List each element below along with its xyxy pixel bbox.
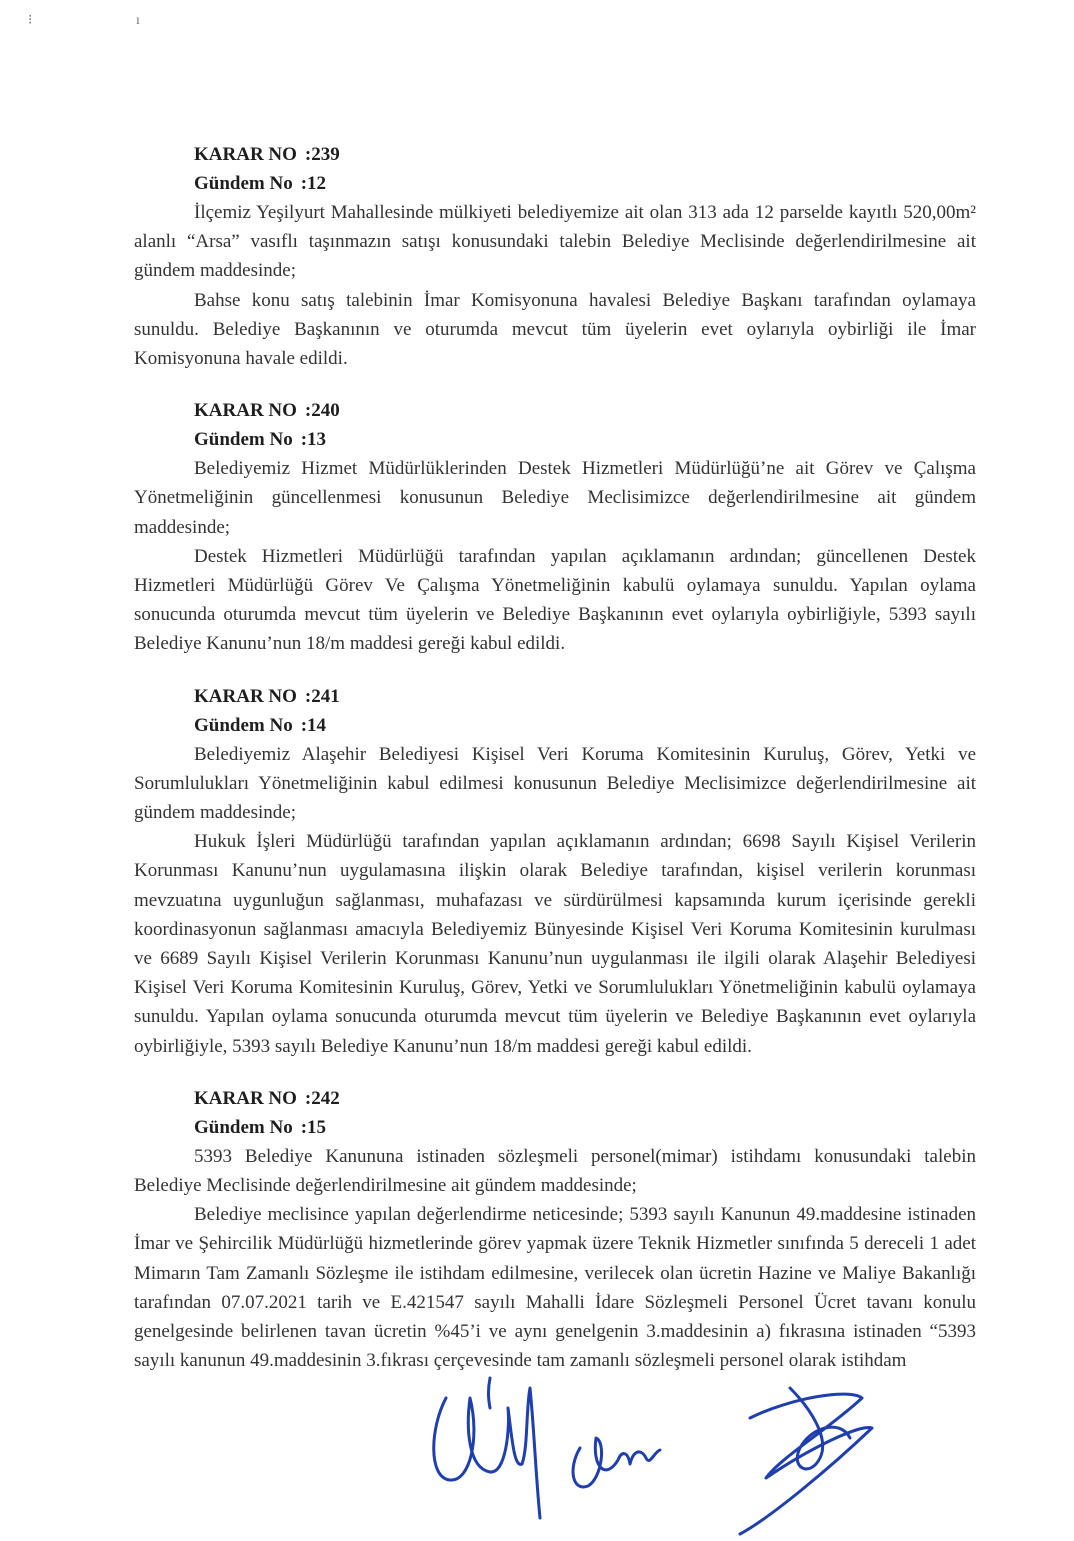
gundem-no-value: :14: [300, 714, 327, 736]
gundem-no-label: Gündem No: [194, 173, 293, 194]
decision-block-240: [134, 396, 976, 658]
signature-2: [573, 1438, 660, 1487]
karar-no-value: :240: [304, 400, 340, 422]
gundem-no-label: Gündem No: [194, 1116, 293, 1138]
karar-no-line: [134, 1084, 976, 1113]
decision-paragraph: Belediyemiz Alaşehir Belediyesi Kişisel Veri Koruma Komitesinin Kuruluş, Görev, Yetki ve Sorumlulukları Yönetmeliğinin kabul edilmesi konusunun Belediye Meclisimizce değerlendirilmesine ait gündem maddesinde;: [134, 743, 976, 824]
gundem-no-label: Gündem No: [194, 429, 293, 451]
decision-paragraph: İlçemiz Yeşilyurt Mahallesinde mülkiyeti belediyemize ait olan 313 ada 12 parselde kayıtlı 520,00m² alanlı “Arsa” vasıflı taşınmazın satışı konusundaki talebin Belediye Meclisinde değerlendirilmesine ait gündem maddesinde;: [134, 202, 976, 282]
signature-3: [740, 1394, 872, 1534]
karar-no-value: :242: [304, 1087, 340, 1109]
karar-no-label: KARAR NO: [194, 144, 297, 165]
decision-paragraph: Destek Hizmetleri Müdürlüğü tarafından yapılan açıklamanın ardından; güncellenen Destek Hizmetleri Müdürlüğü Görev Ve Çalışma Yönetmeliğinin kabulü oylamaya sunuldu. Yapılan oylama sonucunda oturumda mevcut tüm üyelerin ve Belediye Başkanının evet oylarıyla oybirliğiyle, 5393 sayılı Belediye Kanunu’nun 18/m maddesi gereği kabul edildi.: [134, 545, 976, 655]
gundem-no-line: [134, 425, 976, 454]
signature-1-stroke: [489, 1378, 491, 1408]
karar-no-line: [134, 682, 976, 711]
decision-paragraph: 5393 Belediye Kanununa istinaden sözleşmeli personel(mimar) istihdamı konusundaki talebin Belediye Meclisinde değerlendirilmesine ait gündem maddesinde;: [134, 1145, 976, 1197]
signature-1: [434, 1388, 540, 1518]
karar-no-value: :239: [304, 144, 340, 165]
gundem-no-value: :12: [300, 173, 327, 194]
gundem-no-line: [134, 169, 976, 198]
decision-paragraph: Hukuk İşleri Müdürlüğü tarafından yapılan açıklamanın ardından; 6698 Sayılı Kişisel Verilerin Korunması Kanunu’nun uygulamasına ilişkin olarak Belediye tarafından, kişisel verilerin korunması mevzuatına uygunluğun sağlanması, muhafazası ve sürdürülmesi kapsamında kurum içerisinde gerekli koordinasyonun sağlanması amacıyla Belediyemiz Bünyesinde Kişisel Veri Koruma Komitesinin kurulması ve 6689 Sayılı Kişisel Verilerin Korunması Kanunu’nun uygulanması ile ilgili olarak Alaşehir Belediyesi Kişisel Veri Koruma Komitesinin Kuruluş, Görev, Yetki ve Sorumlulukları Yönetmeliğinin kabulü oylamaya sunuldu. Yapılan oylama sonucunda oturumda mevcut tüm üyelerin ve Belediye Başkanının evet oylarıyla oybirliğiyle, 5393 sayılı Belediye Kanunu’nun 18/m maddesi gereği kabul edildi.: [134, 831, 976, 1057]
decisions-content: [134, 140, 976, 1399]
karar-no-line: [134, 396, 976, 425]
gundem-no-label: Gündem No: [194, 714, 293, 736]
decision-block-241: [134, 682, 976, 1061]
karar-no-label: KARAR NO: [194, 1087, 297, 1109]
decision-block-242: [134, 1084, 976, 1376]
handwritten-signatures: [410, 1368, 930, 1536]
decision-paragraph: Belediye meclisince yapılan değerlendirme neticesinde; 5393 sayılı Kanunun 49.maddesine istinaden İmar ve Şehircilik Müdürlüğü hizmetlerinde görev yapmak üzere Teknik Hizmetler sınıfında 5 dereceli 1 adet Mimarın Tam Zamanlı Sözleşme ile istihdam edilmesine, verilecek olan ücretin Hazine ve Maliye Bakanlığı tarafından 07.07.2021 tarih ve E.421547 sayılı Mahalli İdare Sözleşmeli Personel Ücret tavanı konulu genelgesinde belirlenen tavan ücretin %45’i ve aynı genelgenin 3.maddesinin a) fıkrasına istinaden “5393 sayılı kanunun 49.maddesinin 3.fıkrası çerçevesinde tam zamanlı sözleşmeli personel olarak istihdam: [134, 1204, 976, 1372]
gundem-no-value: :13: [300, 429, 327, 451]
decision-paragraph: Belediyemiz Hizmet Müdürlüklerinden Destek Hizmetleri Müdürlüğü’ne ait Görev ve Çalışma Yönetmeliğinin güncellenmesi konusunun Belediye Meclisimizce değerlendirilmesine ait gündem maddesinde;: [134, 458, 976, 538]
gundem-no-value: :15: [300, 1116, 327, 1138]
gundem-no-line: [134, 711, 976, 740]
signatures-area: [410, 1368, 930, 1536]
decision-block-239: [134, 140, 976, 373]
karar-no-label: KARAR NO: [194, 685, 297, 707]
karar-no-value: :241: [304, 685, 340, 707]
karar-no-line: [134, 140, 976, 169]
decision-paragraph: Bahse konu satış talebinin İmar Komisyonuna havalesi Belediye Başkanı tarafından oylamaya sunuldu. Belediye Başkanının ve oturumda mevcut tüm üyelerin evet oylarıyla oybirliği ile İmar Komisyonuna havale edildi.: [134, 289, 976, 370]
gundem-no-line: [134, 1113, 976, 1142]
karar-no-label: KARAR NO: [194, 400, 297, 422]
scan-corner-marks: ⁝ ı: [28, 13, 190, 28]
